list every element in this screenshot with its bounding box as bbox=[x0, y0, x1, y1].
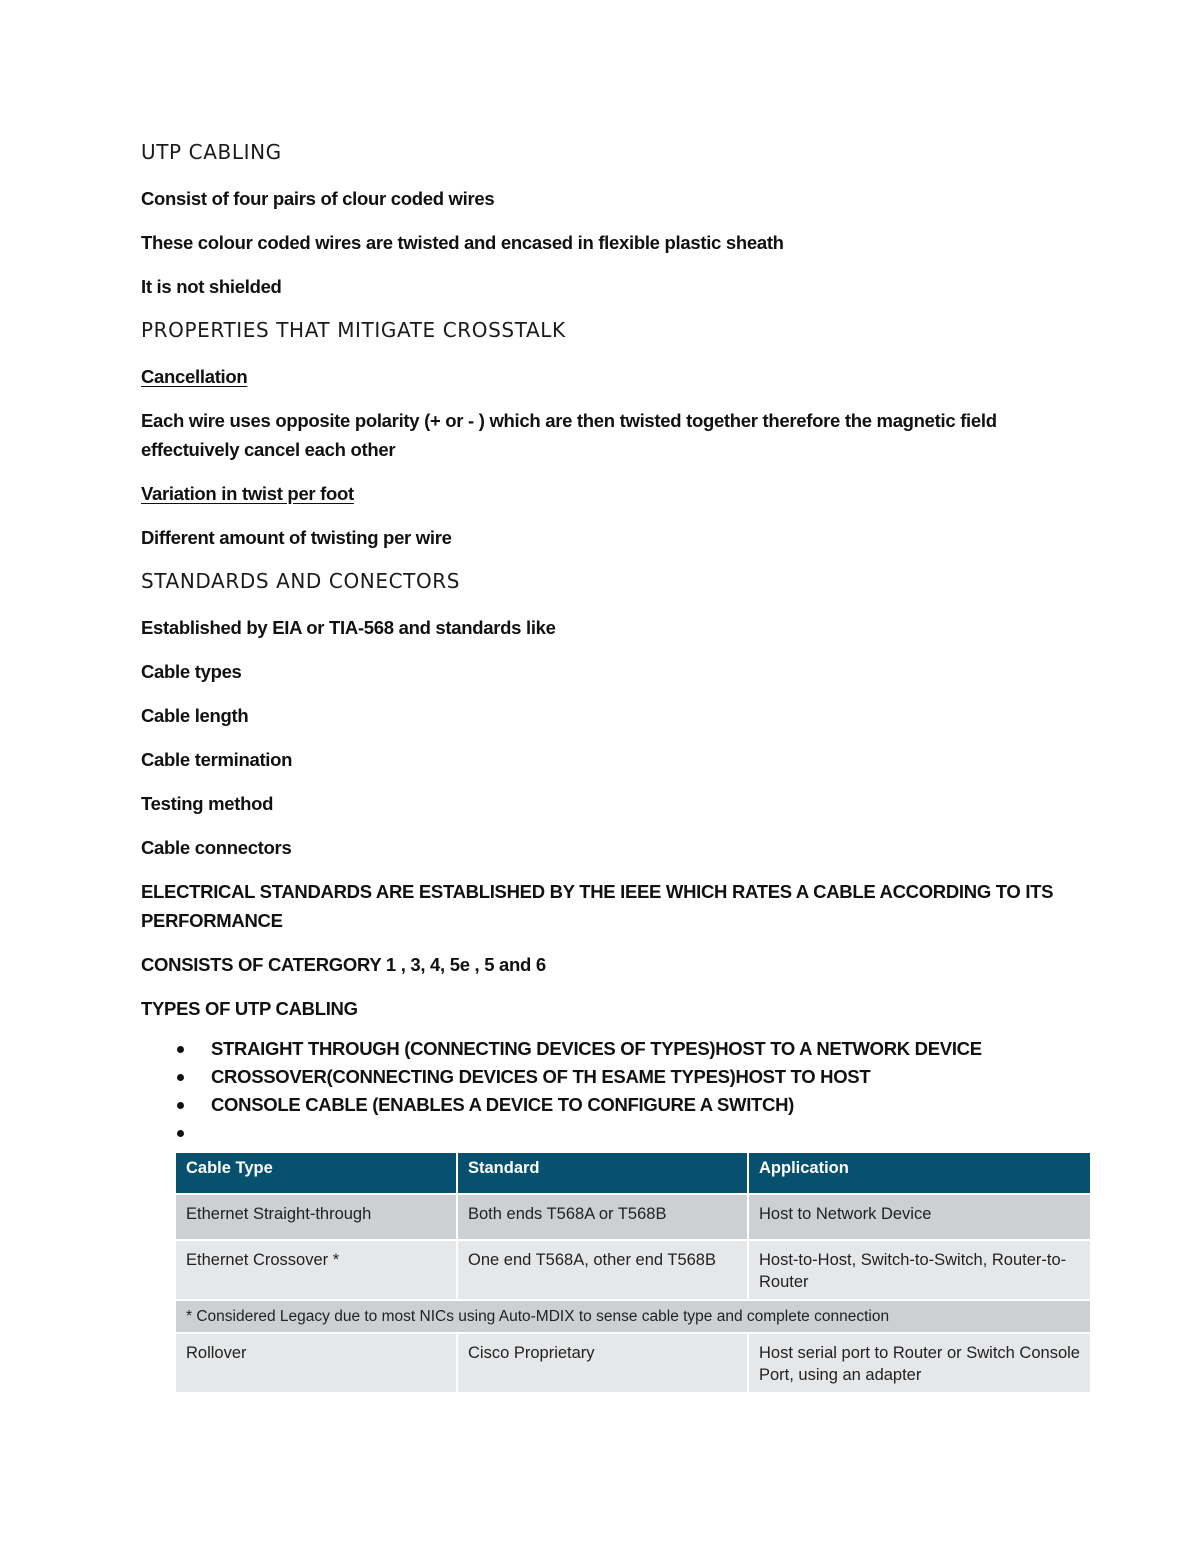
paragraph: Testing method bbox=[141, 793, 274, 814]
bullet-icon bbox=[177, 1046, 184, 1053]
paragraph: Cable length bbox=[141, 705, 249, 726]
list-item-text: CROSSOVER(CONNECTING DEVICES OF TH ESAME TYPES)HOST TO HOST bbox=[211, 1066, 871, 1087]
table-cell: Host-to-Host, Switch-to-Switch, Router-to-Router bbox=[748, 1240, 1090, 1300]
paragraph: CONSISTS OF CATERGORY 1 , 3, 4, 5e , 5 and 6 bbox=[141, 954, 546, 975]
table-note: * Considered Legacy due to most NICs using Auto-MDIX to sense cable type and complete connection bbox=[176, 1300, 1090, 1333]
paragraph: TYPES OF UTP CABLING bbox=[141, 998, 358, 1019]
paragraph: It is not shielded bbox=[141, 276, 282, 297]
bullet-icon bbox=[177, 1130, 184, 1137]
heading-utp-cabling: UTP CABLING bbox=[141, 140, 282, 164]
table-cell: Rollover bbox=[176, 1333, 457, 1392]
column-header: Application bbox=[748, 1153, 1090, 1194]
paragraph: Each wire uses opposite polarity (+ or - ) which are then twisted together therefore the magnetic field effectuively cancel each other bbox=[141, 410, 997, 460]
paragraph: Cable connectors bbox=[141, 837, 292, 858]
table-cell: Host to Network Device bbox=[748, 1194, 1090, 1240]
paragraph: Different amount of twisting per wire bbox=[141, 527, 452, 548]
paragraph: Consist of four pairs of clour coded wires bbox=[141, 188, 495, 209]
bullet-icon bbox=[177, 1102, 184, 1109]
list-item bbox=[211, 1119, 1091, 1147]
table-row bbox=[176, 1240, 1090, 1300]
paragraph: ELECTRICAL STANDARDS ARE ESTABLISHED BY THE IEEE WHICH RATES A CABLE ACCORDING TO ITS PERFORMANCE bbox=[141, 881, 1054, 931]
list-item bbox=[211, 1091, 1091, 1119]
subheading-cancellation: Cancellation bbox=[141, 366, 248, 387]
column-header: Standard bbox=[457, 1153, 748, 1194]
paragraph: Cable termination bbox=[141, 749, 293, 770]
table-note-row bbox=[176, 1300, 1090, 1333]
heading-crosstalk: PROPERTIES THAT MITIGATE CROSSTALK bbox=[141, 318, 566, 342]
table-cell: Host serial port to Router or Switch Console Port, using an adapter bbox=[748, 1333, 1090, 1392]
bullet-list bbox=[141, 1035, 1091, 1147]
table-cell: Ethernet Crossover * bbox=[176, 1240, 457, 1300]
table-row bbox=[176, 1333, 1090, 1392]
table-row bbox=[176, 1194, 1090, 1240]
bullet-icon bbox=[177, 1074, 184, 1081]
table-cell: Both ends T568A or T568B bbox=[457, 1194, 748, 1240]
list-item-text: CONSOLE CABLE (ENABLES A DEVICE TO CONFIGURE A SWITCH) bbox=[211, 1094, 795, 1115]
paragraph: Cable types bbox=[141, 661, 242, 682]
table-cell: Ethernet Straight-through bbox=[176, 1194, 457, 1240]
document-page bbox=[141, 138, 1091, 1392]
list-item-text: STRAIGHT THROUGH (CONNECTING DEVICES OF TYPES)HOST TO A NETWORK DEVICE bbox=[211, 1038, 982, 1059]
table-header-row bbox=[176, 1153, 1090, 1194]
list-item bbox=[211, 1063, 1091, 1091]
paragraph: These colour coded wires are twisted and encased in flexible plastic sheath bbox=[141, 232, 784, 253]
table-cell: Cisco Proprietary bbox=[457, 1333, 748, 1392]
table-cell: One end T568A, other end T568B bbox=[457, 1240, 748, 1300]
cable-types-table bbox=[176, 1153, 1090, 1392]
list-item bbox=[211, 1035, 1091, 1063]
column-header: Cable Type bbox=[176, 1153, 457, 1194]
paragraph: Established by EIA or TIA-568 and standards like bbox=[141, 617, 556, 638]
subheading-twist-variation: Variation in twist per foot bbox=[141, 483, 354, 504]
heading-standards: STANDARDS AND CONECTORS bbox=[141, 569, 461, 593]
